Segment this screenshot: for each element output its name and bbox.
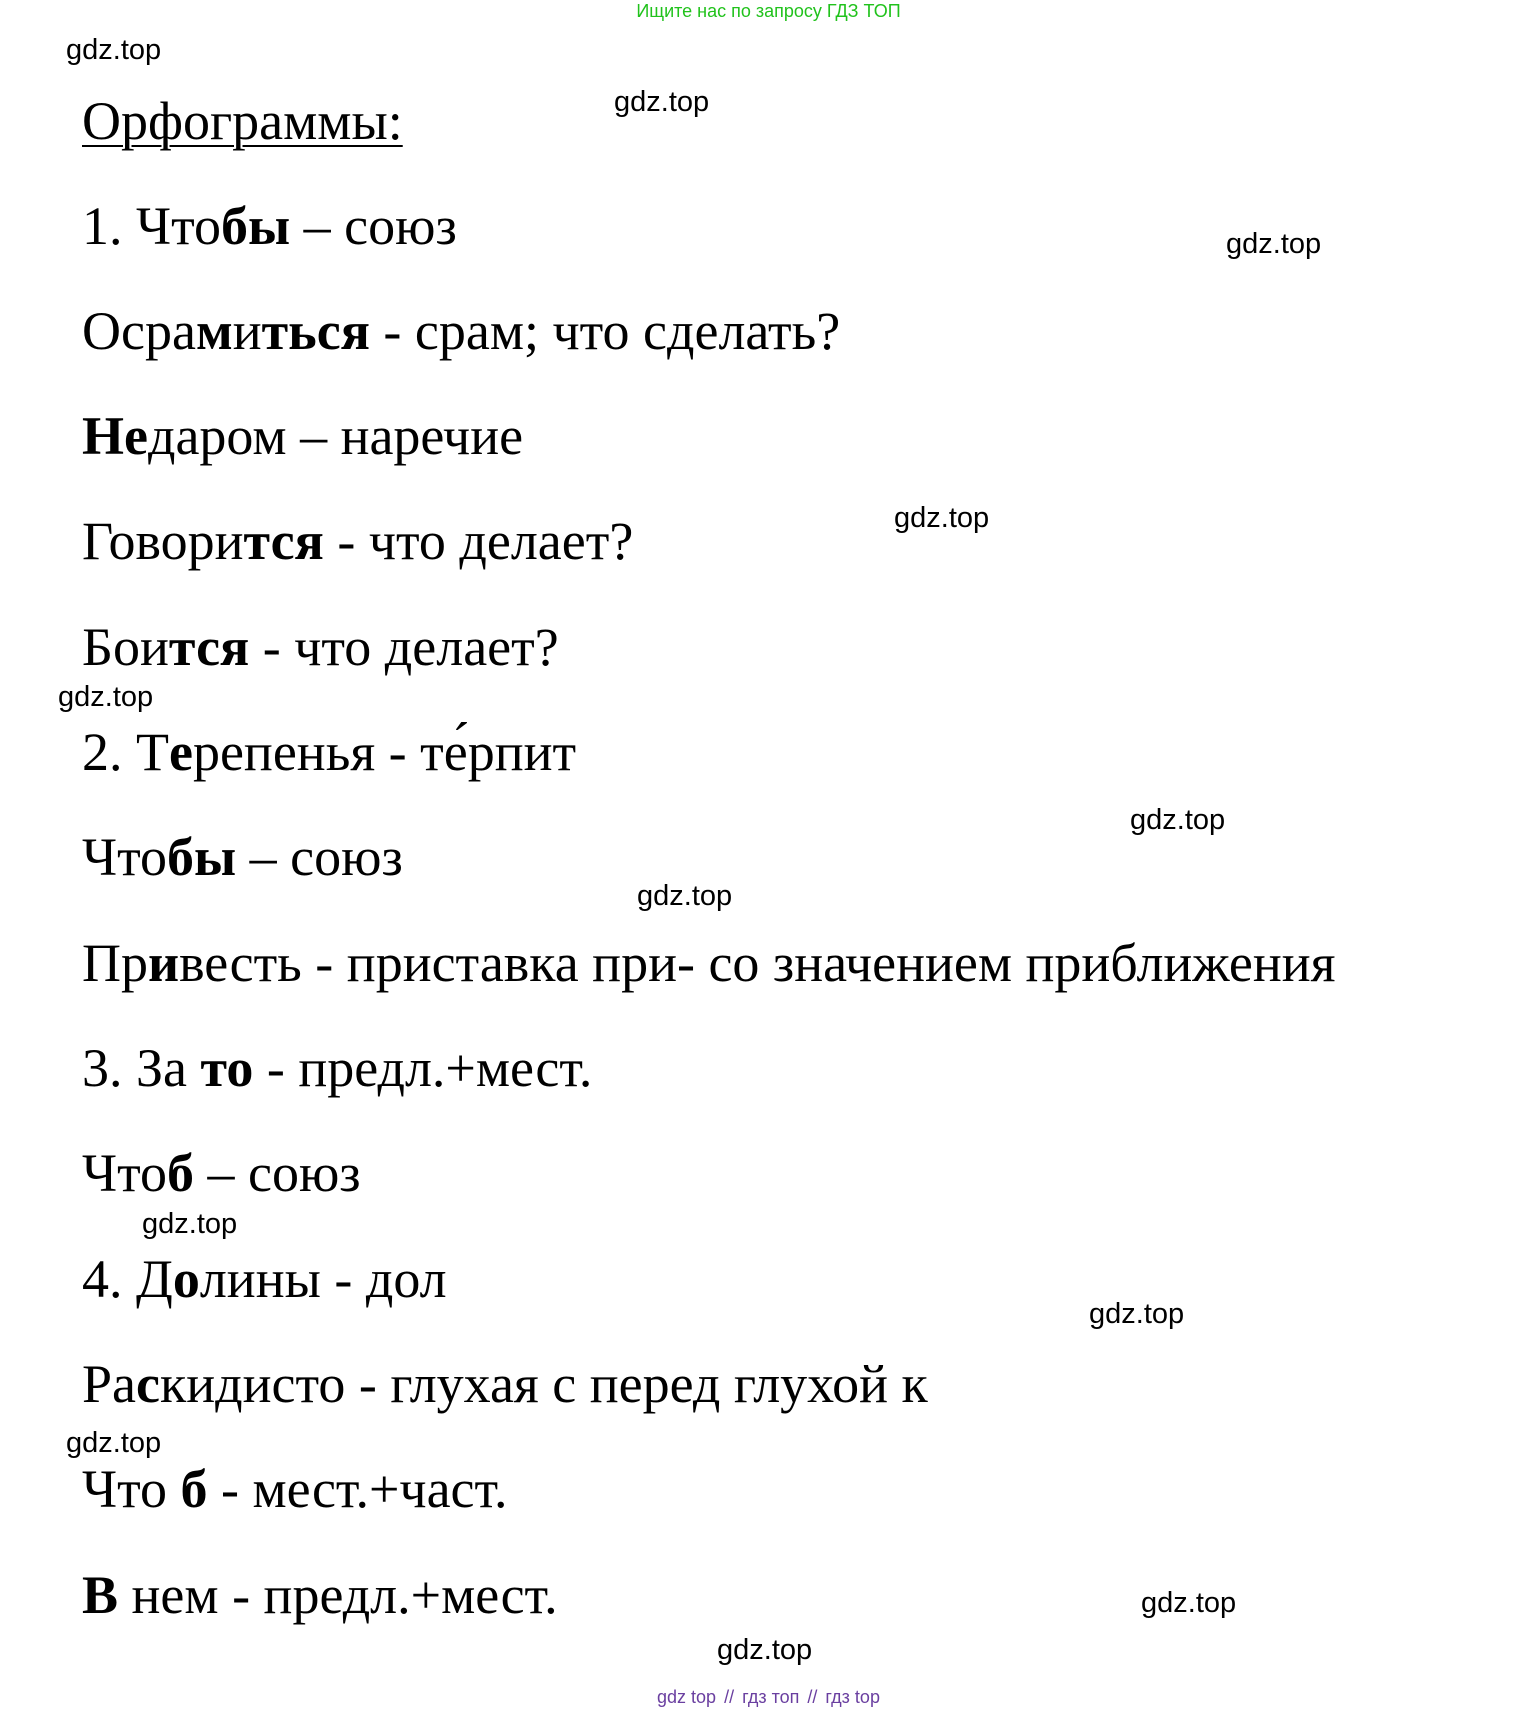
- highlighted-letters: м: [195, 301, 233, 361]
- line-text: Пр: [82, 933, 148, 993]
- line-text: кидисто - глухая с перед глухой к: [159, 1354, 928, 1414]
- footer-separator: //: [807, 1687, 818, 1707]
- line-text: 3. За: [82, 1038, 201, 1098]
- spelling-line: [82, 617, 559, 677]
- line-text: репенья - те́рпит: [192, 722, 577, 782]
- watermark: gdz.top: [1226, 228, 1322, 260]
- line-text: - мест.+част.: [207, 1459, 508, 1519]
- spelling-line: [82, 827, 403, 887]
- footer-link[interactable]: gdz top: [657, 1687, 717, 1707]
- spelling-line: [82, 1038, 593, 1098]
- line-text: и: [232, 301, 262, 361]
- line-text: - что делает?: [249, 617, 559, 677]
- highlighted-letters: В: [82, 1565, 119, 1625]
- watermark: gdz.top: [717, 1634, 813, 1666]
- highlighted-letters: то: [200, 1038, 254, 1098]
- highlighted-letters: ться: [261, 301, 370, 361]
- line-text: Говори: [82, 511, 244, 571]
- spelling-line: [82, 196, 457, 256]
- watermark: gdz.top: [66, 1427, 162, 1459]
- line-text: - срам; что сделать?: [369, 301, 841, 361]
- watermark: gdz.top: [66, 34, 162, 66]
- highlighted-letters: бы: [166, 827, 237, 887]
- page-heading: Орфограммы:: [82, 91, 403, 151]
- footer-link[interactable]: гдз top: [825, 1687, 880, 1707]
- highlighted-letters: бы: [220, 196, 291, 256]
- footer-separator: //: [724, 1687, 735, 1707]
- line-text: весть - приставка при- со значением приближения: [179, 933, 1336, 993]
- line-text: 2. Т: [82, 722, 169, 782]
- line-text: - предл.+мест.: [253, 1038, 593, 1098]
- line-text: 4. Д: [82, 1249, 173, 1309]
- line-text: Что: [82, 1143, 167, 1203]
- line-text: Осра: [82, 301, 196, 361]
- highlighted-letters: с: [136, 1354, 160, 1414]
- line-text: 1. Что: [82, 196, 221, 256]
- line-text: - что делает?: [323, 511, 634, 571]
- watermark: gdz.top: [894, 502, 990, 534]
- spelling-line: [82, 1459, 508, 1519]
- spelling-line: [82, 1354, 928, 1414]
- line-text: нем - предл.+мест.: [118, 1565, 558, 1625]
- watermark: gdz.top: [1130, 804, 1226, 836]
- watermark: gdz.top: [1089, 1298, 1185, 1330]
- spelling-line: [82, 1565, 558, 1625]
- watermark: gdz.top: [637, 880, 733, 912]
- spelling-line: [82, 1249, 447, 1309]
- spelling-line: [82, 722, 577, 782]
- search-hint-banner: Ищите нас по запросу ГДЗ ТОП: [636, 1, 901, 21]
- line-text: – союз: [236, 827, 403, 887]
- highlighted-letters: о: [172, 1249, 200, 1309]
- line-text: лины - дол: [199, 1249, 447, 1309]
- spelling-line: [82, 511, 634, 571]
- watermark: gdz.top: [142, 1208, 238, 1240]
- spelling-line: [82, 1143, 361, 1203]
- watermark: gdz.top: [58, 681, 154, 713]
- line-text: – союз: [290, 196, 457, 256]
- footer-links: [0, 1687, 1537, 1708]
- line-text: Ра: [82, 1354, 136, 1414]
- highlighted-letters: Не: [82, 406, 148, 466]
- watermark: gdz.top: [614, 86, 710, 118]
- watermark: gdz.top: [1141, 1587, 1237, 1619]
- line-text: Что: [82, 1459, 181, 1519]
- highlighted-letters: б: [166, 1143, 194, 1203]
- highlighted-letters: б: [180, 1459, 208, 1519]
- spelling-line: [82, 933, 1336, 993]
- footer-link[interactable]: гдз топ: [742, 1687, 800, 1707]
- highlighted-letters: е: [169, 722, 193, 782]
- line-text: Бои: [82, 617, 169, 677]
- highlighted-letters: тся: [168, 617, 250, 677]
- line-text: даром – наречие: [147, 406, 524, 466]
- spelling-line: [82, 301, 841, 361]
- highlighted-letters: и: [148, 933, 180, 993]
- spelling-line: [82, 406, 524, 466]
- line-text: – союз: [193, 1143, 361, 1203]
- highlighted-letters: тся: [243, 511, 324, 571]
- line-text: Что: [82, 827, 167, 887]
